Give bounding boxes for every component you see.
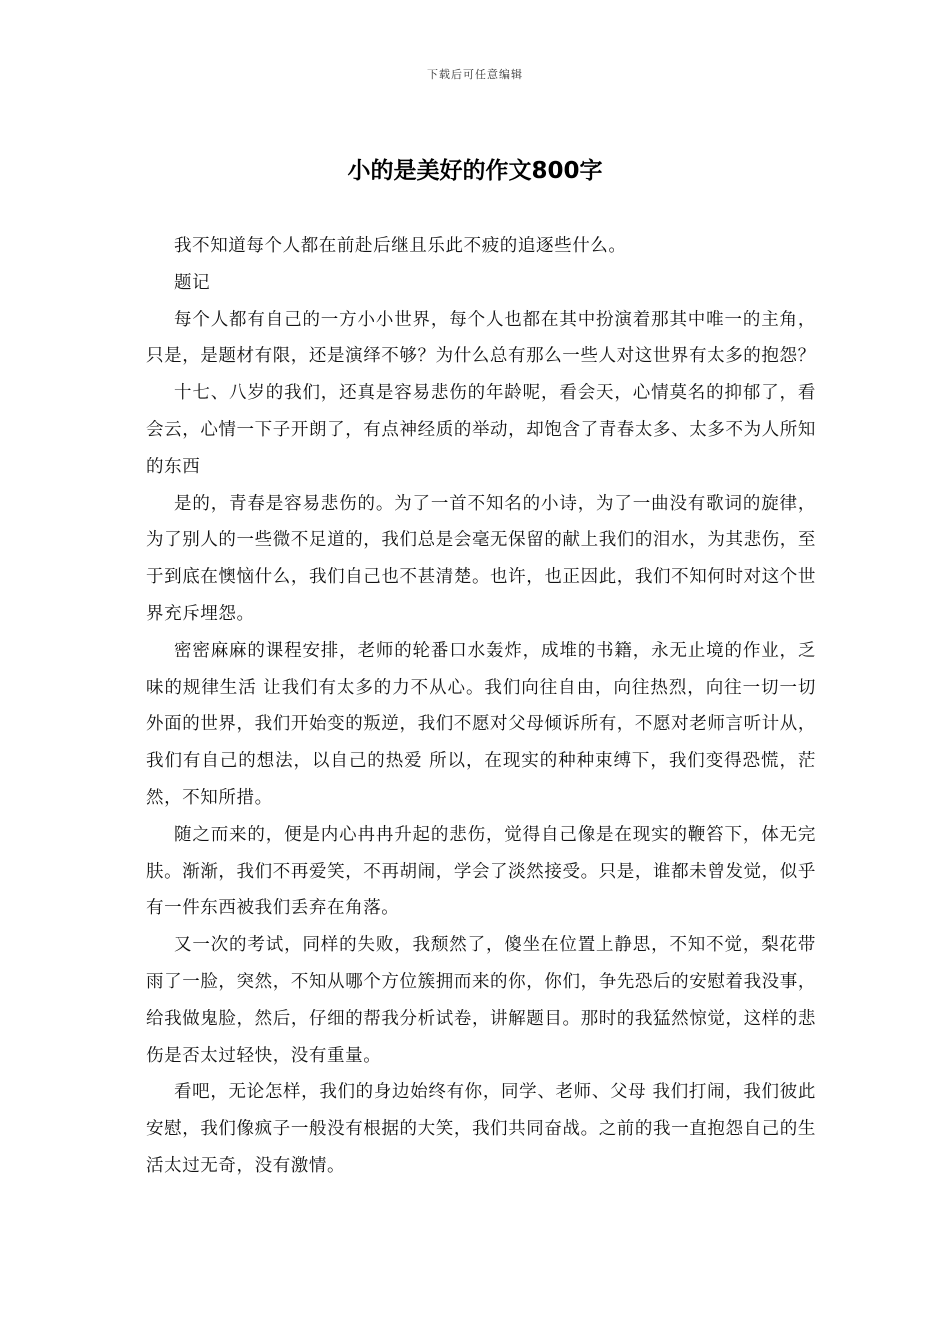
paragraph-1: 我不知道每个人都在前赴后继且乐此不疲的追逐些什么。: [174, 236, 627, 256]
article-body: [146, 228, 816, 1185]
page-title: 小的是美好的作文800字: [347, 158, 603, 184]
paragraph-4: 十七、八岁的我们，还真是容易悲伤的年龄呢，看会天，心情莫名的抑郁了，看会云，心情一下子开朗了，有点神经质的举动，却饱含了青春太多、太多不为人所知的东西: [146, 383, 816, 477]
paragraph-8: 又一次的考试，同样的失败，我颓然了，傻坐在位置上静思，不知不觉，梨花带雨了一脸，突然，不知从哪个方位簇拥而来的你，你们，争先恐后的安慰着我没事，给我做鬼脸，然后，仔细的帮我分析试卷，讲解题目。那时的我猛然惊觉，这样的悲伤是否太过轻快，没有重量。: [146, 935, 816, 1066]
header-note: 下载后可任意编辑: [427, 68, 523, 81]
paragraph-3: 每个人都有自己的一方小小世界，每个人也都在其中扮演着那其中唯一的主角，只是，是题材有限，还是演绎不够？为什么总有那么一些人对这世界有太多的抱怨？: [146, 309, 816, 367]
paragraph-2: 题记: [174, 272, 211, 293]
paragraph-6: 密密麻麻的课程安排，老师的轮番口水轰炸，成堆的书籍，永无止境的作业，乏味的规律生活 让我们有太多的力不从心。我们向往自由，向往热烈，向往一切一切外面的世界，我们开始变的叛逆，我们不愿对父母倾诉所有，不愿对老师言听计从，我们有自己的想法，以自己的热爱 所以，在现实的种种束缚下，我们变得恐慌，茫然，不知所措。: [146, 640, 816, 808]
paragraph-9: 看吧，无论怎样，我们的身边始终有你，同学、老师、父母 我们打闹，我们彼此安慰，我们像疯子一般没有根据的大笑，我们共同奋战。之前的我一直抱怨自己的生活太过无奇，没有激情。: [146, 1082, 816, 1176]
paragraph-7: 随之而来的，便是内心冉冉升起的悲伤，觉得自己像是在现实的鞭笞下，体无完肤。渐渐，我们不再爱笑，不再胡闹，学会了淡然接受。只是，谁都未曾发觉，似乎有一件东西被我们丢弃在角落。: [146, 824, 816, 919]
paragraph-5: 是的，青春是容易悲伤的。为了一首不知名的小诗，为了一曲没有歌词的旋律，为了别人的一些微不足道的，我们总是会毫无保留的献上我们的泪水，为其悲伤，至于到底在懊恼什么，我们自己也不甚清楚。也许，也正因此，我们不知何时对这个世界充斥埋怨。: [146, 493, 816, 624]
